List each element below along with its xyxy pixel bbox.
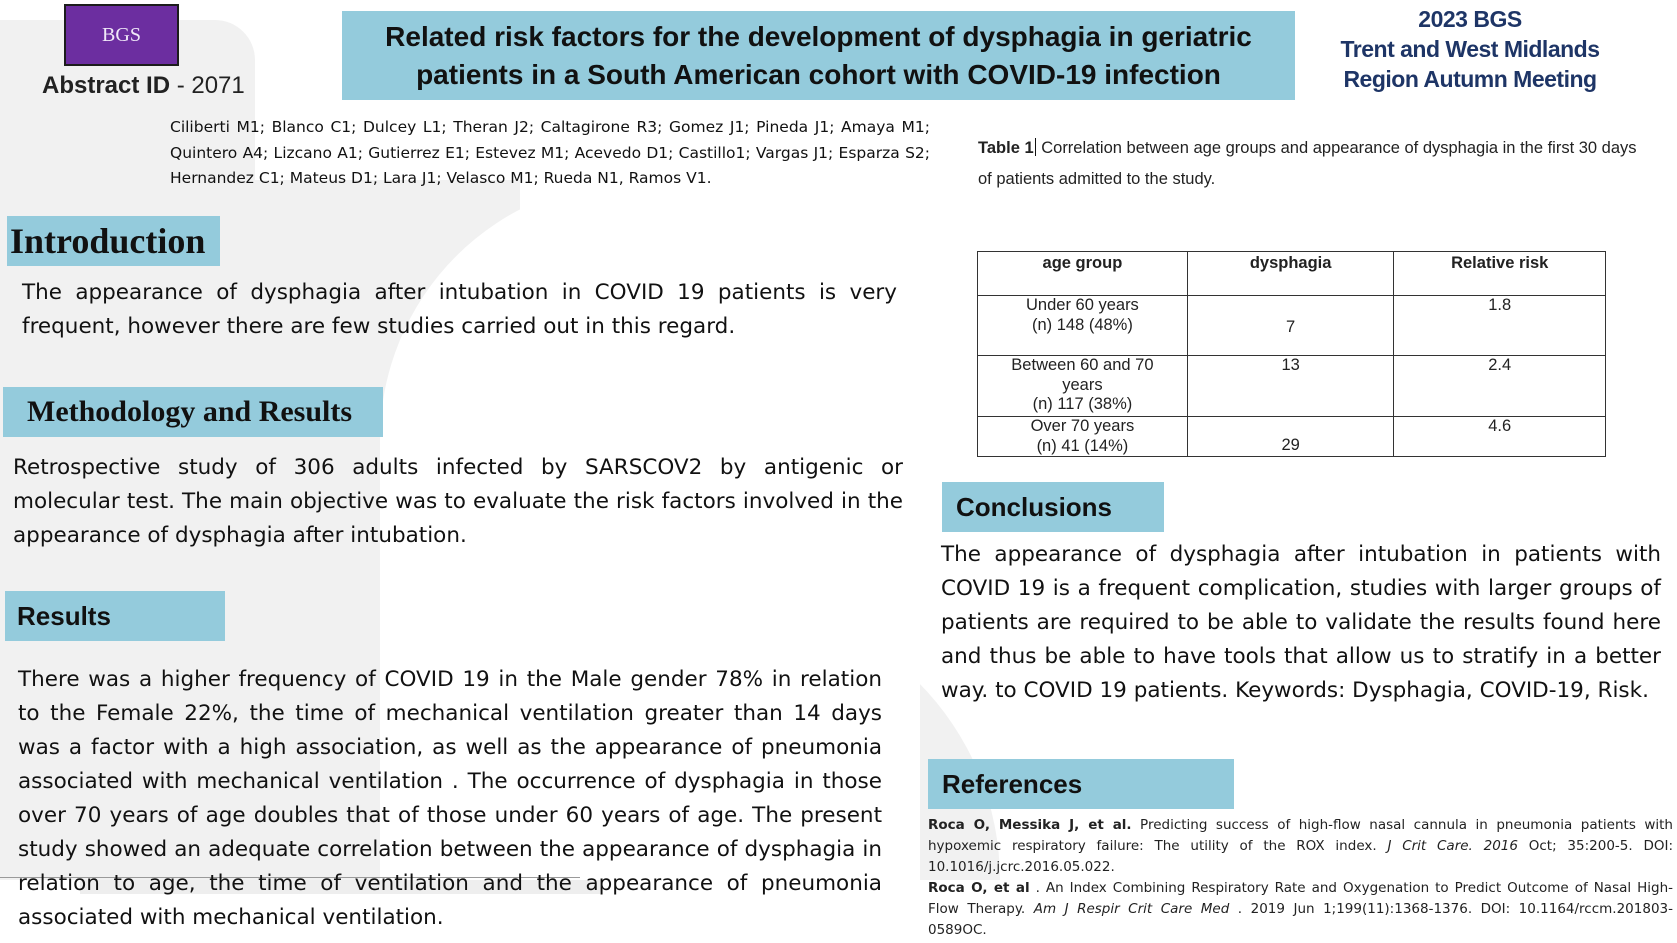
reference-details: Oct; 35:200-5. DOI: 10.1016/j.jcrc.2016.05.022. [928, 838, 1673, 875]
dysphagia-cell: 13 [1187, 356, 1394, 417]
table-caption [978, 133, 1638, 195]
age-group-cell [978, 417, 1188, 457]
header-age-group: age group [978, 252, 1188, 296]
text-cursor [1035, 138, 1036, 156]
abstract-id-label: Abstract ID [42, 72, 171, 99]
age-group-count: (n) 117 (38%) [1032, 395, 1133, 413]
age-group-count: (n) 41 (14%) [1036, 436, 1129, 455]
abstract-id [42, 72, 245, 100]
bgs-logo [64, 4, 179, 66]
relative-risk-cell: 4.6 [1394, 417, 1606, 457]
results-text: There was a higher frequency of COVID 19 in the Male gender 78% in relation to the Female 22%, the time of mechanical ventilation greater than 14 days was a factor with a high association, as well as the appearance of pneumonia associated with mechanical ventilation . The occurrence of dysphagia in those over 70 years of age doubles that of those under 60 years of age. The present study showed an adequate correlation between the appearance of dysphagia in relation to age, the time of ventilation and the appearance of pneumonia associated with mechanical ventilation. [18, 667, 882, 930]
introduction-heading-text: Introduction [10, 221, 206, 261]
table-row [978, 296, 1606, 356]
conclusions-text: The appearance of dysphagia after intubation in patients with COVID 19 is a frequent complication, studies with larger groups of patients are required to be able to validate the results found here and thus be able to have tools that allow us to stratify in a better way. to COVID 19 patients. Keywords: Dysphagia, COVID-19, Risk. [941, 542, 1661, 703]
title-line-1: Related risk factors for the development of dysphagia in geriatric [385, 20, 1252, 52]
results-heading-text: Results [17, 600, 111, 631]
table-caption-label: Table 1 [978, 139, 1034, 157]
reference-item [928, 878, 1673, 941]
table-row [978, 356, 1606, 417]
age-group-count: (n) 148 (48%) [1031, 315, 1133, 334]
relative-risk-cell: 1.8 [1394, 296, 1606, 356]
methodology-heading-text: Methodology and Results [27, 395, 353, 428]
reference-item [928, 815, 1673, 878]
meeting-line-1: 2023 BGS [1418, 6, 1522, 32]
dysphagia-value: 7 [1286, 318, 1296, 336]
references-heading-text: References [942, 768, 1083, 799]
age-group-cell [978, 356, 1188, 417]
table-header-row [978, 252, 1606, 296]
meeting-line-2: Trent and West Midlands [1340, 36, 1600, 62]
dysphagia-cell [1187, 296, 1394, 356]
title-line-2: patients in a South American cohort with COVID-19 infection [416, 58, 1221, 90]
reference-journal: Am J Respir Crit Care Med [1033, 901, 1230, 917]
age-group-label: Under 60 years [1026, 296, 1139, 314]
age-group-label: Between 60 and 70 years [1011, 356, 1154, 394]
introduction-text: The appearance of dysphagia after intubation in COVID 19 patients is very frequent, however there are few studies carried out in this regard. [22, 280, 897, 339]
age-dysphagia-table [977, 251, 1606, 457]
meeting-line-3: Region Autumn Meeting [1343, 66, 1597, 92]
introduction-heading [7, 216, 220, 266]
dysphagia-cell [1187, 417, 1394, 457]
poster-title [342, 11, 1295, 100]
reference-journal: J Crit Care. 2016 [1387, 838, 1518, 854]
reference-list [928, 815, 1673, 941]
author-list: Ciliberti M1; Blanco C1; Dulcey L1; Theran J2; Caltagirone R3; Gomez J1; Pineda J1; Amaya M1; Quintero A4; Lizcano A1; Gutierrez E1; Estevez M1; Acevedo D1; Castillo1; Vargas J1; Esparza S2; Hernandez C1; Mateus D1; Lara J1; Velasco M1; Rueda N1, Ramos V1. [170, 118, 930, 187]
meeting-name [1320, 4, 1620, 94]
reference-title: Predicting success of high-flow nasal cannula in pneumonia patients with hypoxemic respiratory failure: The utility of the ROX index. [928, 817, 1673, 854]
reference-authors: Roca O, et al [928, 880, 1030, 896]
references-heading [928, 759, 1234, 809]
header-relative-risk: Relative risk [1394, 252, 1606, 296]
results-heading [5, 591, 225, 641]
reference-details: . 2019 Jun 1;199(11):1368-1376. DOI: 10.1164/rccm.201803-0589OC. [928, 901, 1673, 938]
header-dysphagia: dysphagia [1187, 252, 1394, 296]
dysphagia-value: 29 [1281, 436, 1300, 454]
reference-authors: Roca O, Messika J, et al. [928, 817, 1132, 833]
age-group-label: Over 70 years [1030, 417, 1135, 435]
conclusions-heading-text: Conclusions [956, 491, 1113, 522]
methodology-heading [3, 387, 383, 437]
age-group-cell [978, 296, 1188, 356]
reference-title: . An Index Combining Respiratory Rate and Oxygenation to Predict Outcome of Nasal High-Flow Therapy. [928, 880, 1673, 917]
abstract-id-value: - 2071 [170, 72, 245, 99]
table-row [978, 417, 1606, 457]
relative-risk-cell: 2.4 [1394, 356, 1606, 417]
conclusions-heading [942, 482, 1164, 532]
table-caption-text: Correlation between age groups and appearance of dysphagia in the first 30 days of patients admitted to the study. [978, 139, 1637, 188]
logo-text: BGS [102, 23, 141, 46]
methodology-text: Retrospective study of 306 adults infected by SARSCOV2 by antigenic or molecular test. The main objective was to evaluate the risk factors involved in the appearance of dysphagia after intubation. [13, 455, 903, 548]
